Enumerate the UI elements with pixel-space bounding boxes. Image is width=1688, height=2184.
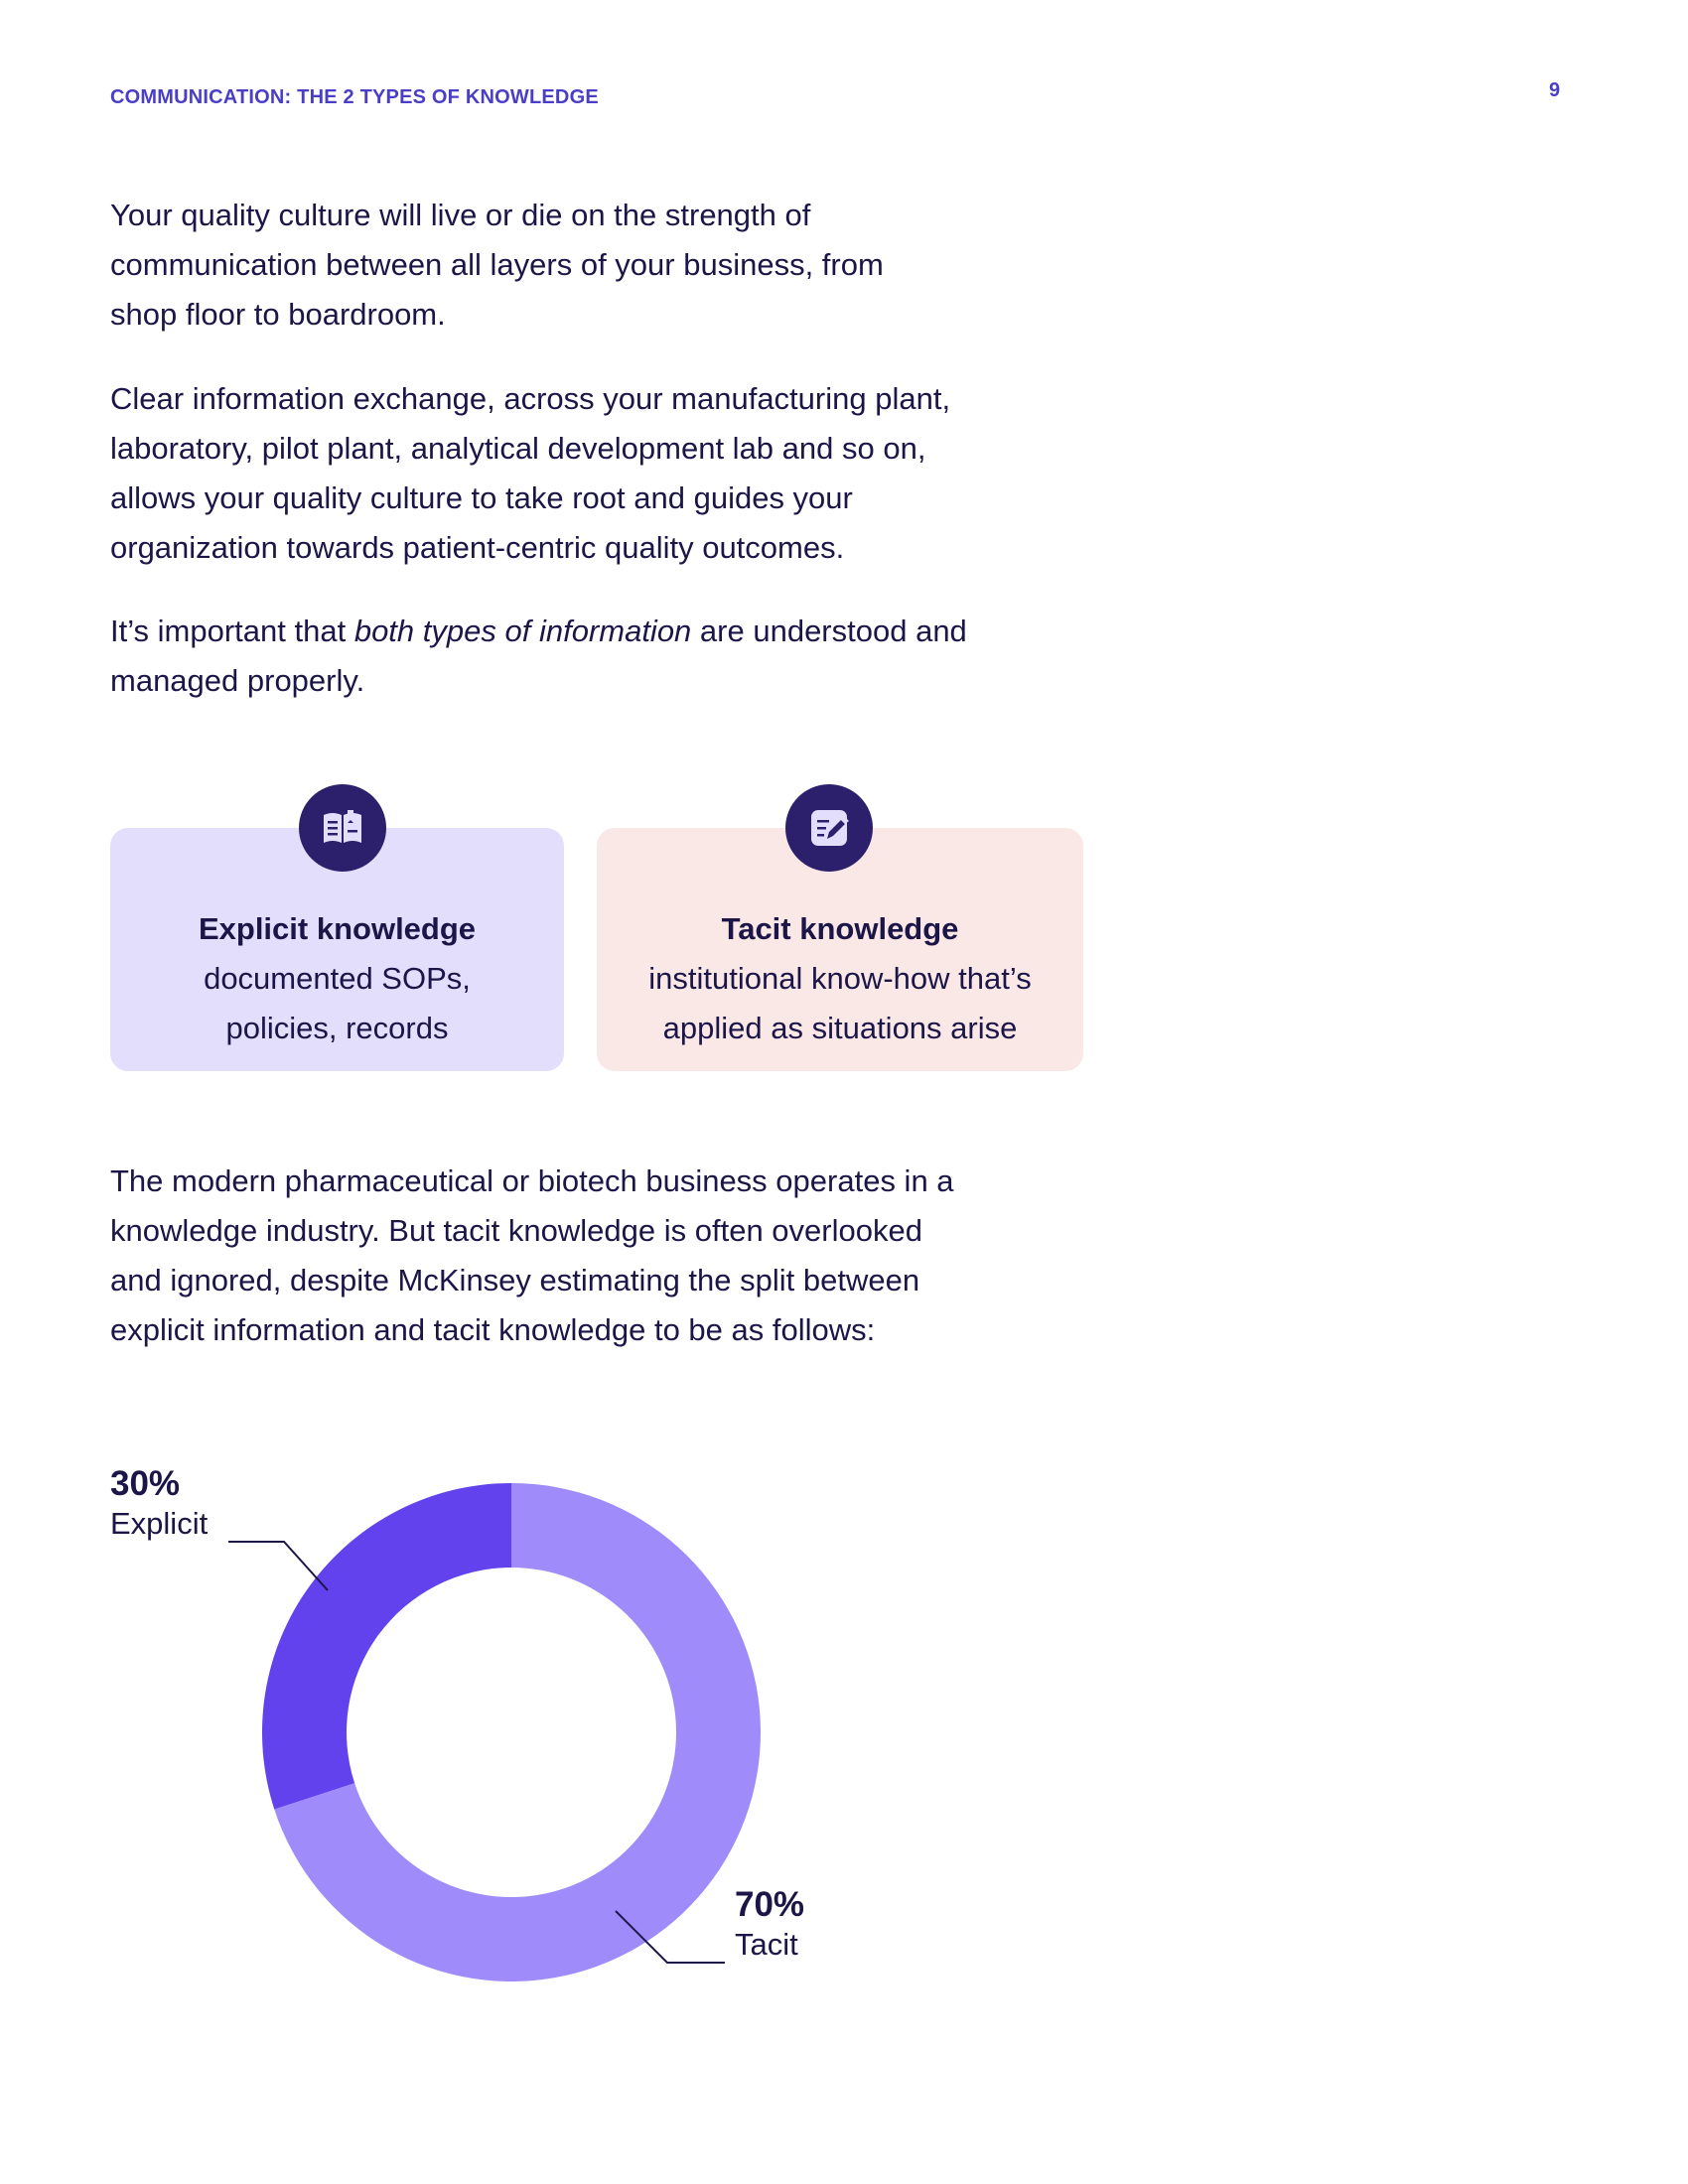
explicit-knowledge-line-2: policies, records bbox=[225, 1011, 449, 1045]
mckinsey-paragraph: The modern pharmaceutical or biotech business operates in a knowledge industry. But tacit knowledge is often overlooked and ignored, despite McKinsey estimating the split between explicit information and tacit knowledge to be as follows: bbox=[110, 1163, 954, 1347]
tacit-percent: 70% bbox=[735, 1885, 805, 1924]
explicit-knowledge-title: Explicit knowledge bbox=[198, 911, 477, 946]
explicit-label bbox=[110, 1464, 208, 1544]
section-title: COMMUNICATION: THE 2 TYPES OF KNOWLEDGE bbox=[110, 86, 599, 108]
page-number: 9 bbox=[1549, 79, 1561, 101]
intro-paragraph: Your quality culture will live or die on the strength of communication between all layers of your business, from shop floor to boardroom. bbox=[110, 198, 884, 332]
tacit-label bbox=[735, 1885, 804, 1965]
donut-slice-explicit bbox=[262, 1483, 511, 1810]
explicit-name: Explicit bbox=[110, 1506, 209, 1541]
explicit-percent: 30% bbox=[110, 1464, 181, 1503]
tacit-knowledge-line-1: institutional know-how that’s bbox=[648, 961, 1032, 996]
tacit-name: Tacit bbox=[735, 1927, 798, 1962]
both-types-text-end: are understood and managed properly. bbox=[110, 614, 967, 698]
tacit-knowledge-title: Tacit knowledge bbox=[721, 911, 959, 946]
information-exchange-paragraph: Clear information exchange, across your manufacturing plant, laboratory, pilot plant, analytical development lab and so on, allows your quality culture to take root and guides your organization towards patient-centric quality outcomes. bbox=[110, 381, 951, 565]
both-types-emphasis: both types of information bbox=[353, 614, 692, 648]
both-types-text-start: It’s important that bbox=[110, 614, 354, 648]
explicit-knowledge-line-1: documented SOPs, bbox=[204, 961, 471, 996]
tacit-knowledge-line-2: applied as situations arise bbox=[662, 1011, 1018, 1045]
